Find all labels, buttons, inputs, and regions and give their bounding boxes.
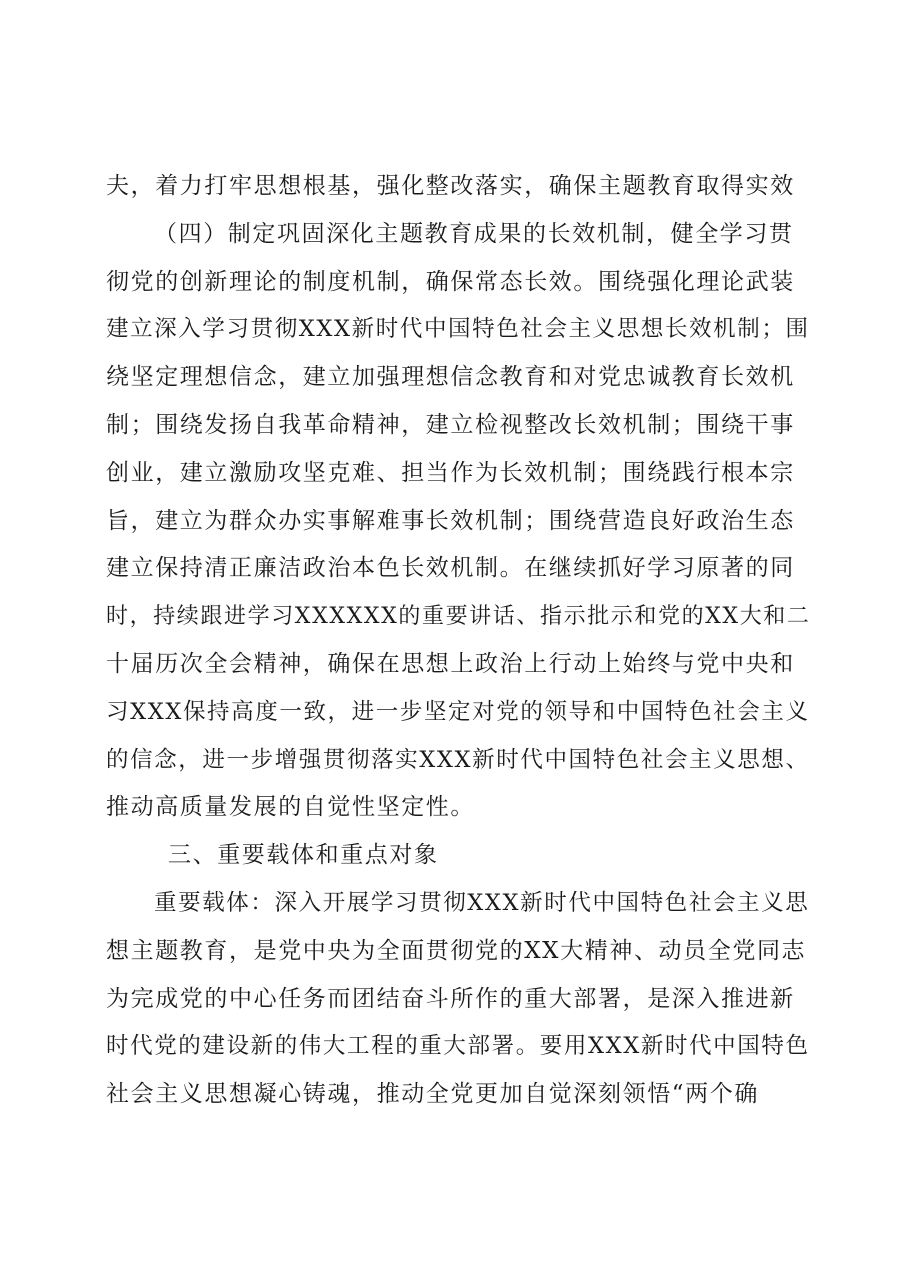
text-line: 制；围绕发扬自我革命精神，建立检视整改长效机制；围绕干事 — [106, 411, 795, 438]
text-line: （四）制定巩固深化主题教育成果的长效机制，健全学习贯 — [154, 220, 794, 247]
text-line: 重要载体：深入开展学习贯彻XXX新时代中国特色社会主义思 — [154, 889, 810, 916]
section-heading: 三、重要载体和重点对象 — [168, 842, 439, 869]
text-line: 夫，着力打牢思想根基，强化整改落实，确保主题教育取得实效 — [106, 173, 795, 199]
text-line: 创业，建立激励攻坚克难、担当作为长效机制；围绕践行根本宗 — [106, 459, 795, 486]
body-text — [106, 163, 821, 1119]
text-line: 习XXX保持高度一致，进一步坚定对党的领导和中国特色社会主义 — [106, 698, 810, 725]
text-line: 的信念，进一步增强贯彻落实XXX新时代中国特色社会主义思想、 — [106, 746, 810, 773]
text-line: 社会主义思想凝心铸魂，推动全党更加自觉深刻领悟“两个确 — [106, 1081, 759, 1108]
text-line: 建立深入学习贯彻XXX新时代中国特色社会主义思想长效机制；围 — [106, 316, 810, 343]
text-line: 旨，建立为群众办实事解难事长效机制；围绕营造良好政治生态 — [106, 507, 795, 534]
text-line: 时，持续跟进学习XXXXXX的重要讲话、指示批示和党的XX大和二 — [106, 604, 811, 630]
text-line: 建立保持清正廉洁政治本色长效机制。在继续抓好学习原著的同 — [106, 555, 795, 582]
text-line: 十届历次全会精神，确保在思想上政治上行动上始终与党中央和 — [106, 650, 795, 677]
text-line: 想主题教育，是党中央为全面贯彻党的XX大精神、动员全党同志 — [106, 937, 807, 964]
text-line: 彻党的创新理论的制度机制，确保常态长效。围绕强化理论武装 — [106, 268, 795, 295]
text-line: 为完成党的中心任务而团结奋斗所作的重大部署，是深入推进新 — [106, 985, 795, 1012]
text-line: 绕坚定理想信念，建立加强理想信念教育和对党忠诚教育长效机 — [106, 364, 795, 391]
text-line: 时代党的建设新的伟大工程的重大部署。要用XXX新时代中国特色 — [106, 1033, 810, 1060]
text-line: 推动高质量发展的自觉性坚定性。 — [106, 794, 475, 821]
